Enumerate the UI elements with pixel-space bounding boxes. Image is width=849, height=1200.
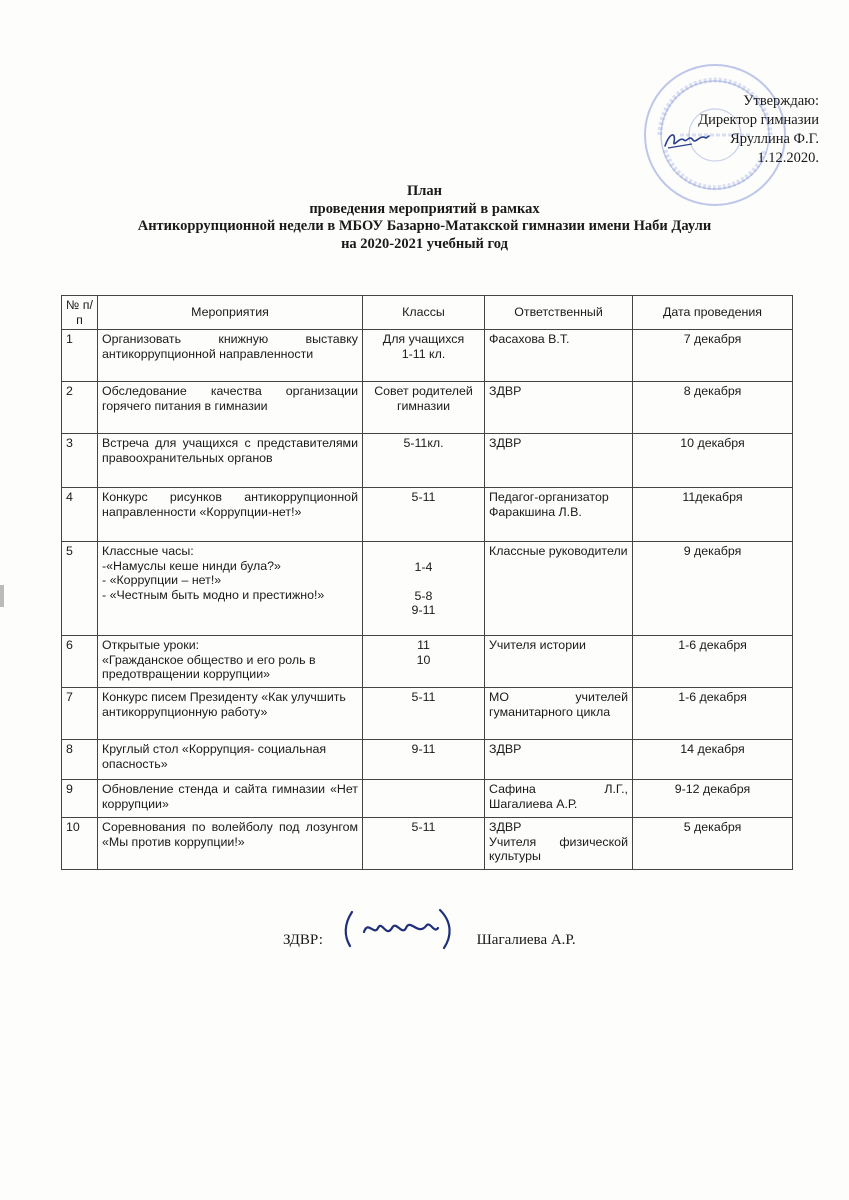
row-responsible: Педагог-организатор Фаракшина Л.В. — [485, 488, 633, 542]
row-classes — [363, 780, 485, 818]
row-responsible: МО учителей гуманитарного цикла — [485, 688, 633, 740]
row-event: Круглый стол «Коррупция- социальная опасность» — [98, 740, 363, 780]
row-num: 6 — [62, 636, 98, 688]
row-classes: Совет родителей гимназии — [363, 382, 485, 434]
row-num: 5 — [62, 542, 98, 636]
table-row — [62, 382, 793, 434]
table-row — [62, 780, 793, 818]
row-responsible: ЗДВР — [485, 740, 633, 780]
header-num: № п/п — [62, 296, 98, 330]
row-num: 1 — [62, 330, 98, 382]
zdvr-signature-icon — [340, 906, 462, 950]
row-num: 9 — [62, 780, 98, 818]
row-num: 7 — [62, 688, 98, 740]
row-responsible: ЗДВР — [485, 434, 633, 488]
row-classes: Для учащихся 1-11 кл. — [363, 330, 485, 382]
row-date: 1-6 декабря — [633, 636, 793, 688]
row-date: 8 декабря — [633, 382, 793, 434]
row-num: 2 — [62, 382, 98, 434]
document-title — [0, 183, 849, 253]
row-classes: 5-11 — [363, 688, 485, 740]
row-event: Конкурс писем Президенту «Как улучшить антикоррупционную работу» — [98, 688, 363, 740]
approval-date: 1.12.2020. — [757, 150, 819, 166]
approval-position: Директор гимназии — [698, 112, 819, 128]
row-classes: 9-11 — [363, 740, 485, 780]
title-line-1: План — [406, 183, 443, 199]
approval-director-name: Яруллина Ф.Г. — [730, 131, 819, 147]
row-date: 9 декабря — [633, 542, 793, 636]
row-event: Встреча для учащихся с представителями правоохранительных органов — [98, 434, 363, 488]
header-event: Мероприятия — [98, 296, 363, 330]
row-date: 14 декабря — [633, 740, 793, 780]
row-date: 5 декабря — [633, 818, 793, 870]
footer-name: Шагалиева А.Р. — [476, 932, 576, 948]
row-responsible: Сафина Л.Г., Шагалиева А.Р. — [485, 780, 633, 818]
row-responsible: Классные руководители — [485, 542, 633, 636]
row-classes: 11 10 — [363, 636, 485, 688]
table-header-row — [62, 296, 793, 330]
header-classes: Классы — [363, 296, 485, 330]
row-event: Классные часы: -«Намуслы кеше нинди була?» - «Коррупции – нет!» - «Честным быть модно и престижно!» — [98, 542, 363, 636]
table-row — [62, 740, 793, 780]
approval-block — [698, 92, 819, 168]
table-row — [62, 688, 793, 740]
row-responsible: Фасахова В.Т. — [485, 330, 633, 382]
row-date: 9-12 декабря — [633, 780, 793, 818]
row-date: 10 декабря — [633, 434, 793, 488]
row-event: Открытые уроки: «Гражданское общество и его роль в предотвращении коррупции» — [98, 636, 363, 688]
table-row — [62, 636, 793, 688]
row-date: 1-6 декабря — [633, 688, 793, 740]
row-event: Организовать книжную выставку антикоррупционной направленности — [98, 330, 363, 382]
title-line-2: проведения мероприятий в рамках — [309, 200, 540, 217]
row-classes: 5-11кл. — [363, 434, 485, 488]
row-event: Конкурс рисунков антикоррупционной направленности «Коррупции-нет!» — [98, 488, 363, 542]
row-responsible: ЗДВР Учителя физической культуры — [485, 818, 633, 870]
table-row — [62, 434, 793, 488]
row-responsible: ЗДВР — [485, 382, 633, 434]
header-date: Дата проведения — [633, 296, 793, 330]
row-event: Обновление стенда и сайта гимназии «Нет коррупции» — [98, 780, 363, 818]
row-classes: 1-4 5-8 9-11 — [363, 542, 485, 636]
table-row — [62, 488, 793, 542]
row-date: 7 декабря — [633, 330, 793, 382]
row-responsible: Учителя истории — [485, 636, 633, 688]
director-signature-icon — [662, 128, 712, 152]
row-classes: 5-11 — [363, 488, 485, 542]
scan-edge-mark — [0, 585, 4, 607]
row-event: Соревнования по волейболу под лозунгом «Мы против коррупции!» — [98, 818, 363, 870]
approval-heading: Утверждаю: — [743, 93, 819, 109]
table-row — [62, 330, 793, 382]
events-table — [61, 295, 793, 870]
footer-label: ЗДВР: — [283, 932, 323, 948]
row-event: Обследование качества организации горячего питания в гимназии — [98, 382, 363, 434]
row-num: 8 — [62, 740, 98, 780]
row-num: 10 — [62, 818, 98, 870]
header-responsible: Ответственный — [485, 296, 633, 330]
table-row — [62, 818, 793, 870]
row-date: 11декабря — [633, 488, 793, 542]
row-classes: 5-11 — [363, 818, 485, 870]
row-num: 3 — [62, 434, 98, 488]
table-row — [62, 542, 793, 636]
title-line-4: на 2020-2021 учебный год — [341, 235, 508, 252]
row-num: 4 — [62, 488, 98, 542]
title-line-3: Антикоррупционной недели в МБОУ Базарно-Матакской гимназии имени Наби Даули — [137, 218, 712, 234]
